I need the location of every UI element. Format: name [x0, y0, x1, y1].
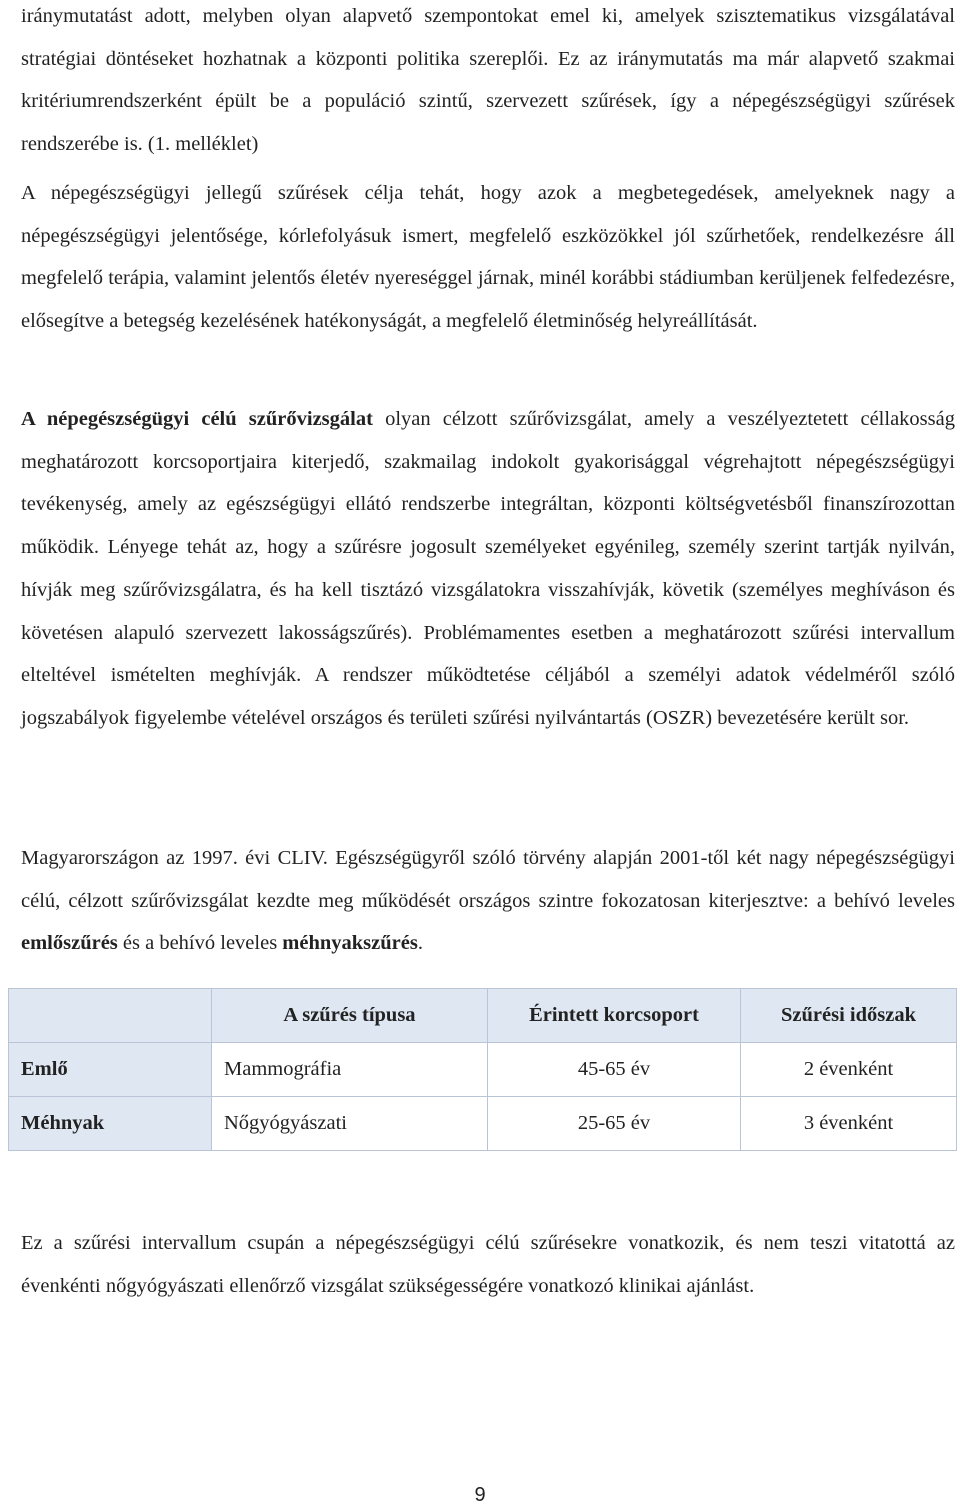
table-row [9, 1097, 957, 1151]
page-number: 9 [474, 1484, 486, 1506]
table-header-row [9, 989, 957, 1043]
table-header-corner [9, 989, 212, 1043]
paragraph-definition [21, 398, 955, 740]
table-cell: Mammográfia [212, 1043, 488, 1097]
table-cell: 3 évenként [741, 1097, 957, 1151]
table-header-age-group: Érintett korcsoport [488, 989, 741, 1043]
hungary-text-start: Magyarországon az 1997. évi CLIV. Egészségügyről szóló törvény alapján 2001-től két nagy népegészségügyi célú, célzott szűrővizsgálat kezdte meg működését országos szintre fokozatosan kiterjesztve: a behívó leveles [21, 847, 955, 912]
table-cell: 25-65 év [488, 1097, 741, 1151]
definition-text: olyan célzott szűrővizsgálat, amely a veszélyeztetett céllakosság meghatározott korcsoportjaira kiterjedő, szakmailag indokolt gyakorisággal végrehajtott népegészségügyi tevékenység, amely az egészségügyi ellátó rendszerbe integráltan, központi költségvetésből finanszírozottan működik. Lényege tehát az, hogy a szűrésre jogosult személyeket egyénileg, személy szerint tartják nyilván, hívják meg szűrővizsgálatra, és ha kell tisztázó vizsgálatokra visszahívják, követik (személyes meghíváson és követésen alapuló szervezett lakosságszűrés). Problémamentes esetben a meghatározott szűrési intervallum elteltével ismételten meghívják. A rendszer működtetése céljából a személyi adatok védelméről szóló jogszabályok figyelembe vételével országos és területi szűrési nyilvántartás (OSZR) bevezetésére került sor. [21, 408, 955, 729]
table-row [9, 1043, 957, 1097]
paragraph-purpose: A népegészségügyi jellegű szűrések célja tehát, hogy azok a megbetegedések, amelyeknek nagy a népegészségügyi jelentősége, kórlefolyásuk ismert, megfelelő eszközökkel jól szűrhetőek, rendelkezésre áll megfelelő terápia, valamint jelentős életév nyereséggel járnak, minél korábbi stádiumban kerüljenek felfedezésre, elősegítve a betegség kezelésének hatékonyságát, a megfelelő életminőség helyreállítását. [21, 182, 955, 333]
paragraph-hungary [21, 837, 955, 965]
definition-term: A népegészségügyi célú szűrővizsgálat [21, 408, 373, 430]
table-row-label: Méhnyak [9, 1097, 212, 1151]
table-row-label: Emlő [9, 1043, 212, 1097]
table-header-interval: Szűrési időszak [741, 989, 957, 1043]
paragraph-intro: iránymutatást adott, melyben olyan alapvető szempontokat emel ki, amelyek szisztematikus vizsgálatával stratégiai döntéseket hozhatnak a központi politika szereplői. Ez az iránymutatás ma már alapvető szakmai kritériumrendszerként épült be a populáció szintű, szervezett szűrések, így a népegészségügyi szűrések rendszerébe is. (1. melléklet) [21, 5, 955, 156]
paragraph-interval-note: Ez a szűrési intervallum csupán a népegészségügyi célú szűrésekre vonatkozik, és nem teszi vitatottá az évenkénti nőgyógyászati ellenőrző vizsgálat szükségességére vonatkozó klinikai ajánlást. [21, 1232, 955, 1297]
hungary-text-middle: és a behívó leveles [117, 932, 283, 955]
screening-table [8, 988, 957, 1151]
table-cell: 45-65 év [488, 1043, 741, 1097]
table-header-type: A szűrés típusa [212, 989, 488, 1043]
cervical-screening-term: méhnyakszűrés [282, 932, 418, 955]
breast-screening-term: emlőszűrés [21, 932, 118, 955]
table-cell: Nőgyógyászati [212, 1097, 488, 1151]
table-cell: 2 évenként [741, 1043, 957, 1097]
hungary-text-end: . [417, 932, 423, 955]
